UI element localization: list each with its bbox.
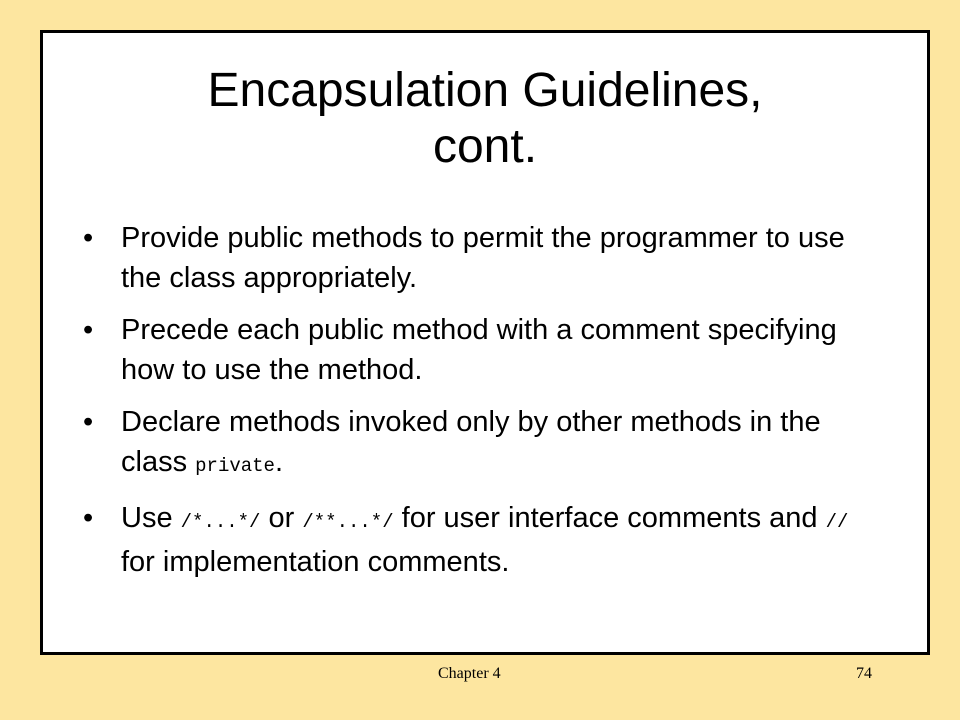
footer-page-number: 74 (856, 665, 872, 682)
bullet-icon: • (83, 406, 94, 438)
title-line-1: Encapsulation Guidelines, (207, 64, 763, 117)
bullet-item-1 (83, 218, 883, 298)
bullet-item-4 (83, 498, 883, 582)
bullet-text-end: . (274, 446, 284, 478)
bullet-icon: • (83, 502, 94, 534)
bullet-text: or (260, 502, 303, 534)
bullet-text: Provide public methods to permit the programmer to use the class appropriately. (121, 222, 845, 294)
bullet-list (83, 218, 883, 594)
footer-chapter: Chapter 4 (438, 665, 501, 682)
code-line-comment: // (825, 511, 849, 533)
bullet-icon: • (83, 314, 94, 346)
code-private: private (195, 455, 275, 477)
bullet-item-2 (83, 310, 883, 390)
slide-panel (40, 30, 930, 655)
bullet-text: for user interface comments and (393, 502, 826, 534)
title-line-2: cont. (432, 120, 538, 173)
slide-title (43, 63, 927, 175)
bullet-text: Use (121, 502, 181, 534)
bullet-text: Declare methods invoked only by other methods in the class (121, 406, 821, 478)
code-doc-comment: /**...*/ (302, 511, 394, 533)
bullet-text: for implementation comments. (121, 546, 510, 578)
bullet-icon: • (83, 222, 94, 254)
bullet-item-3 (83, 402, 883, 486)
bullet-text: Precede each public method with a comment specifying how to use the method. (121, 314, 837, 386)
code-block-comment: /*...*/ (180, 511, 261, 533)
